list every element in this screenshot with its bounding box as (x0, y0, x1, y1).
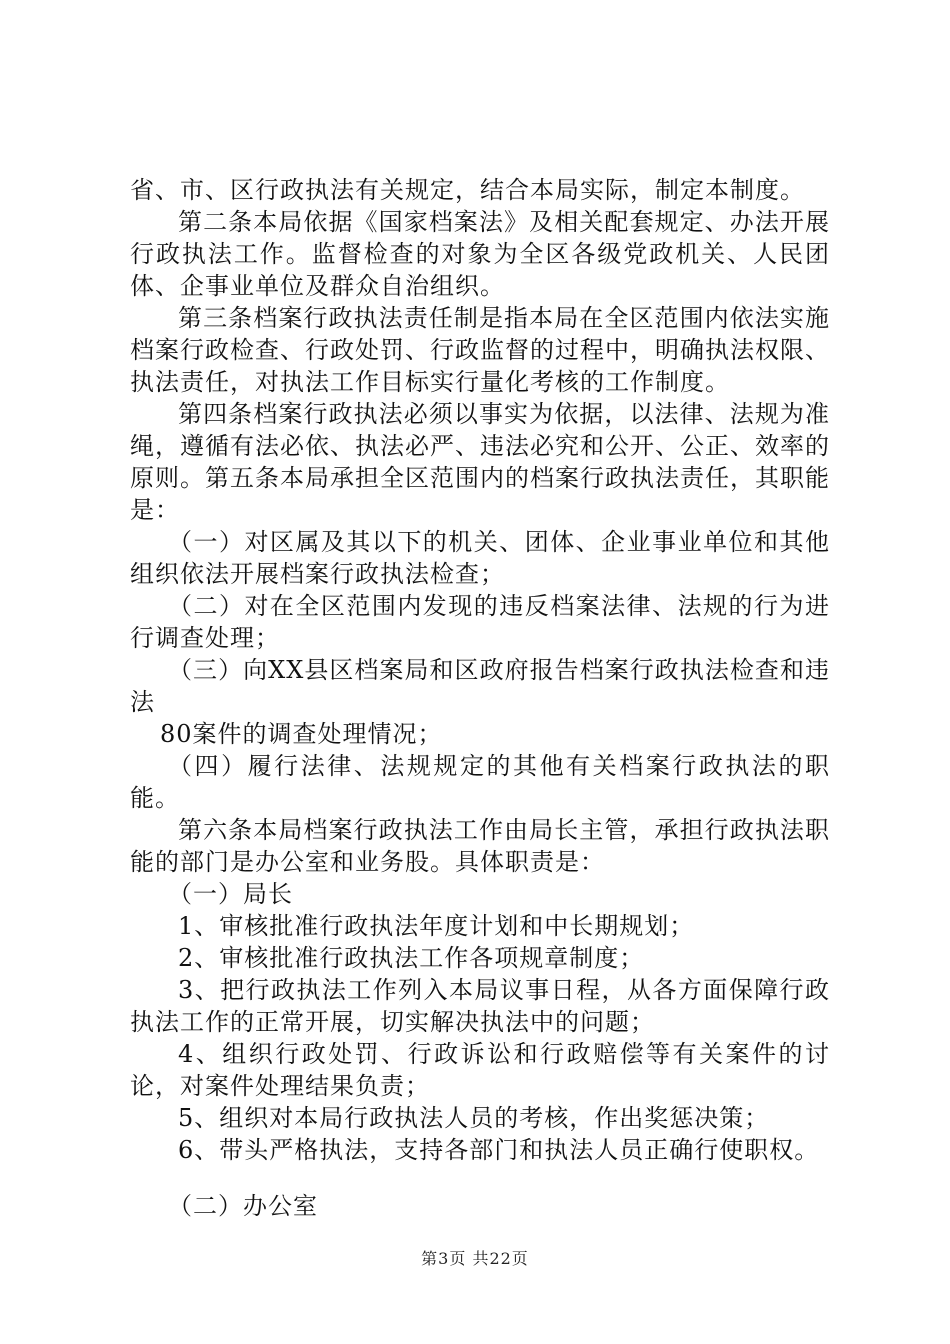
section-heading: （一）局长 (168, 880, 293, 908)
list-item: 1、审核批准行政执法年度计划和中长期规划； (178, 912, 695, 940)
paragraph-article-4-5: 第四条档案行政执法必须以事实为依据，以法律、法规为准绳，遵循有法必依、执法必严、违法必究和公开、公正、效率的原则。第五条本局承担全区范围内的档案行政执法责任，其职能是： (130, 400, 830, 524)
paragraph-article-6: 第六条本局档案行政执法工作由局长主管，承担行政执法职能的部门是办公室和业务股。具体职责是： (130, 816, 830, 876)
list-item: （一）对区属及其以下的机关、团体、企业事业单位和其他组织依法开展档案行政执法检查； (130, 528, 830, 588)
section-heading: （二）办公室 (168, 1192, 318, 1220)
blank-line (130, 1166, 830, 1190)
list-item: 4、组织行政处罚、行政诉讼和行政赔偿等有关案件的讨论，对案件处理结果负责； (130, 1040, 830, 1100)
list-item: 3、把行政执法工作列入本局议事日程，从各方面保障行政执法工作的正常开展，切实解决执法中的问题； (130, 976, 830, 1036)
document-body (130, 174, 830, 1222)
list-item: （四）履行法律、法规规定的其他有关档案行政执法的职能。 (130, 752, 830, 812)
paragraph-continuation: 80案件的调查处理情况； (160, 720, 443, 748)
paragraph: 省、市、区行政执法有关规定，结合本局实际，制定本制度。 (130, 176, 805, 204)
list-item: （三）向XX县区档案局和区政府报告档案行政执法检查和违法 (130, 656, 830, 716)
list-item: 6、带头严格执法，支持各部门和执法人员正确行使职权。 (178, 1136, 820, 1164)
paragraph-article-2: 第二条本局依据《国家档案法》及相关配套规定、办法开展行政执法工作。监督检查的对象为全区各级党政机关、人民团体、企事业单位及群众自治组织。 (130, 208, 830, 300)
list-item: 5、组织对本局行政执法人员的考核，作出奖惩决策； (178, 1104, 770, 1132)
list-item: （二）对在全区范围内发现的违反档案法律、法规的行为进行调查处理； (130, 592, 830, 652)
page-number-footer: 第3页 共22页 (421, 1249, 529, 1268)
paragraph-article-3: 第三条档案行政执法责任制是指本局在全区范围内依法实施档案行政检查、行政处罚、行政监督的过程中，明确执法权限、执法责任，对执法工作目标实行量化考核的工作制度。 (130, 304, 830, 396)
list-item: 2、审核批准行政执法工作各项规章制度； (178, 944, 645, 972)
